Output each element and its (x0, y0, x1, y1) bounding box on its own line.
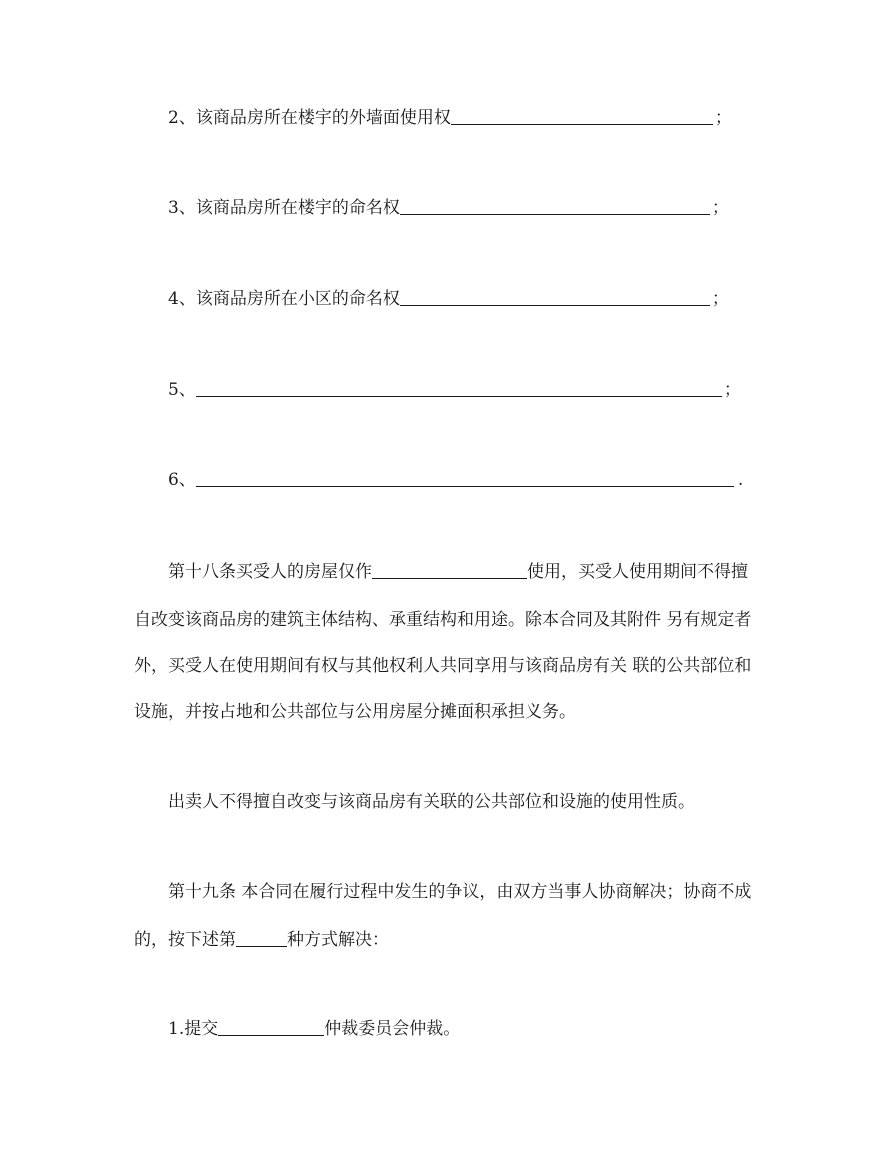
article-19-line-2 (134, 928, 389, 952)
article-18-line-1 (168, 560, 748, 584)
option-1 (168, 1017, 460, 1041)
item-2-label: 2、该商品房所在楼宇的外墙面使用权 (168, 108, 451, 128)
item-3 (168, 196, 729, 220)
item-5-end: ； (723, 380, 741, 400)
item-2-end: ； (714, 108, 732, 128)
item-6 (168, 468, 743, 492)
article-18-line-3: 外，买受人在使用期间有权与其他权利人共同享用与该商品房有关 联的公共部位和 (134, 656, 752, 676)
item-6-label: 6、 (168, 470, 196, 490)
article-19-text-b: 种方式解决： (287, 930, 389, 950)
item-3-blank[interactable] (400, 197, 710, 215)
item-2 (168, 106, 732, 130)
option-1-prefix: 1.提交 (168, 1019, 219, 1039)
item-5-blank[interactable] (196, 379, 722, 397)
article-18-text-a: 第十八条买受人的房屋仅作 (168, 562, 372, 582)
item-2-blank[interactable] (451, 107, 713, 125)
item-4-label: 4、该商品房所在小区的命名权 (168, 289, 400, 309)
article-18-text-b: 使用，买受人使用期间不得擅 (527, 562, 748, 582)
item-6-end: . (737, 470, 744, 490)
item-4 (168, 287, 729, 311)
item-4-blank[interactable] (400, 288, 710, 306)
item-3-label: 3、该商品房所在楼宇的命名权 (168, 198, 400, 218)
article-19-method-blank[interactable] (236, 929, 287, 947)
article-18-use-blank[interactable] (372, 561, 527, 579)
article-18-line-4: 设施，并按占地和公共部位与公用房屋分摊面积承担义务。 (134, 702, 576, 722)
item-3-end: ； (711, 198, 729, 218)
article-19-line-1: 第十九条 本合同在履行过程中发生的争议，由双方当事人协商解决；协商不成 (168, 882, 752, 902)
option-1-suffix: 仲裁委员会仲裁。 (324, 1019, 461, 1039)
option-1-arbitration-blank[interactable] (218, 1018, 324, 1036)
item-4-end: ； (711, 289, 729, 309)
article-19-text-a: 的，按下述第 (134, 930, 236, 950)
article-18-line-2: 自改变该商品房的建筑主体结构、承重结构和用途。除本合同及其附件 另有规定者 (134, 610, 752, 630)
seller-clause: 出卖人不得擅自改变与该商品房有关联的公共部位和设施的使用性质。 (168, 792, 695, 812)
item-6-blank[interactable] (196, 469, 734, 487)
item-5-label: 5、 (168, 380, 196, 400)
item-5 (168, 378, 741, 402)
